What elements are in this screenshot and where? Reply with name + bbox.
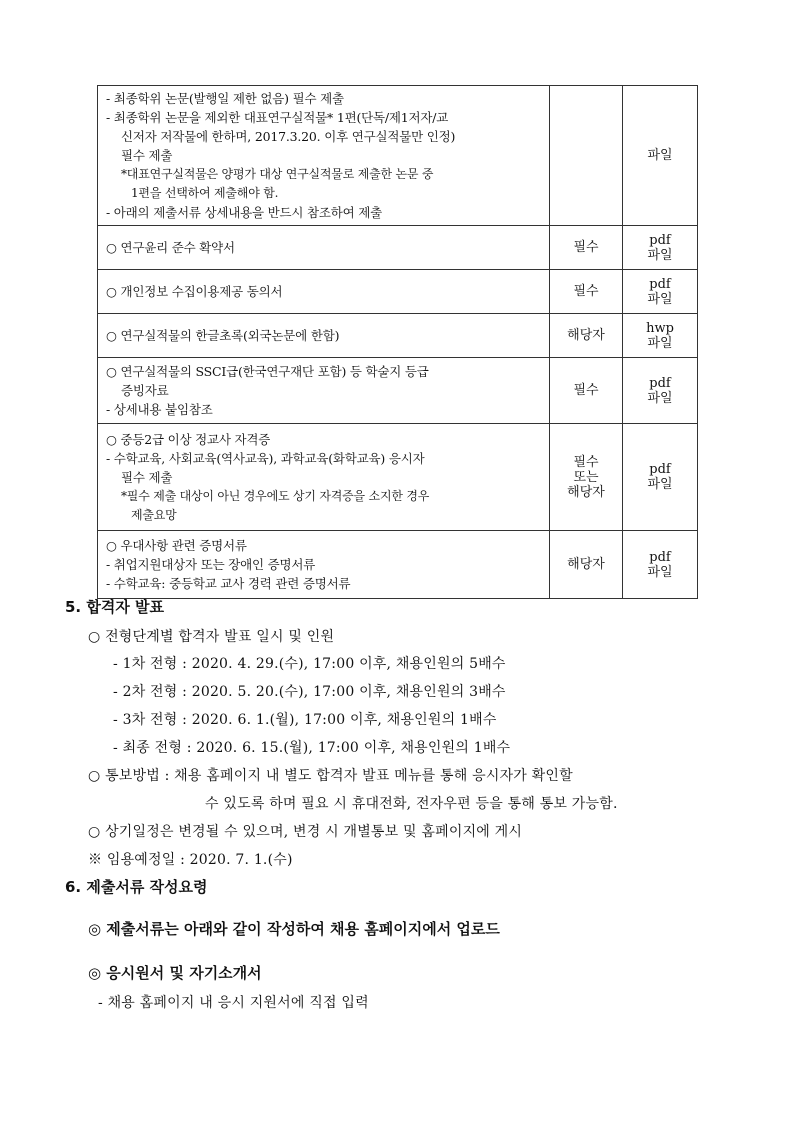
stage-line: - 최종 전형 : 2020. 6. 15.(월), 17:00 이후, 채용인원의 1배수 bbox=[113, 740, 511, 756]
desc-line: 1편을 선택하여 제출해야 함. bbox=[131, 186, 279, 200]
doc-required: 필수 bbox=[550, 226, 623, 270]
desc-line: - 수학교육, 사회교육(역사교육), 과학교육(화학교육) 응시자 bbox=[106, 450, 425, 466]
doc-required: 필수 bbox=[550, 358, 623, 424]
doc-format: pdf 파일 bbox=[623, 424, 698, 531]
doc-format: pdf 파일 bbox=[623, 358, 698, 424]
doc-required: 필수 또는 해당자 bbox=[550, 424, 623, 531]
doc-required: 해당자 bbox=[550, 531, 623, 599]
application-subheading: ◎ 응시원서 및 자기소개서 bbox=[88, 964, 262, 982]
desc-line: - 최종학위 논문을 제외한 대표연구실적물* 1편(단독/제1저자/교 bbox=[106, 110, 449, 125]
stage-line: - 1차 전형 : 2020. 4. 29.(수), 17:00 이후, 채용인원의 5배수 bbox=[113, 656, 506, 672]
desc-line: *필수 제출 대상이 아닌 경우에도 상기 자격증을 소지한 경우 bbox=[121, 488, 430, 503]
stage-line: - 3차 전형 : 2020. 6. 1.(월), 17:00 이후, 채용인원의 1배수 bbox=[113, 712, 497, 728]
table-row bbox=[98, 314, 698, 358]
doc-required bbox=[550, 86, 623, 226]
desc-line: - 상세내용 붙임참조 bbox=[106, 402, 213, 417]
stage-line: - 2차 전형 : 2020. 5. 20.(수), 17:00 이후, 채용인원의 3배수 bbox=[113, 684, 506, 700]
desc-line: - 취업지원대상자 또는 장애인 증명서류 bbox=[106, 557, 316, 572]
desc-line: *대표연구실적물은 양평가 대상 연구실적물로 제출한 논문 중 bbox=[121, 167, 434, 181]
doc-format: pdf 파일 bbox=[623, 270, 698, 314]
table-row bbox=[98, 424, 698, 531]
doc-format: pdf 파일 bbox=[623, 531, 698, 599]
table-row bbox=[98, 531, 698, 599]
doc-required: 해당자 bbox=[550, 314, 623, 358]
desc-line: ○ 중등2급 이상 정교사 자격증 bbox=[106, 431, 271, 447]
desc-line: 필수 제출 bbox=[121, 469, 173, 485]
doc-description bbox=[98, 226, 550, 270]
section-5-heading: 5. 합격자 발표 bbox=[65, 598, 165, 616]
desc-line: ○ 연구실적물의 SSCI급(한국연구재단 포함) 등 학술지 등급 bbox=[106, 364, 429, 379]
desc-line: - 수학교육: 중등학교 교사 경력 관련 증명서류 bbox=[106, 576, 351, 591]
desc-line: - 아래의 제출서류 상세내용을 반드시 참조하여 제출 bbox=[106, 205, 383, 220]
desc-line: 제출요망 bbox=[131, 507, 177, 522]
table-row bbox=[98, 270, 698, 314]
desc-line: ○ 우대사항 관련 증명서류 bbox=[106, 538, 247, 553]
desc-line: ○ 개인정보 수집이용제공 동의서 bbox=[106, 284, 283, 299]
notice-method-cont: 수 있도록 하며 필요 시 휴대전화, 전자우편 등을 통해 통보 가능함. bbox=[205, 796, 618, 812]
doc-format: 파일 bbox=[623, 86, 698, 226]
doc-description bbox=[98, 270, 550, 314]
schedule-title: ○ 전형단계별 합격자 발표 일시 및 인원 bbox=[88, 629, 335, 645]
doc-format: pdf 파일 bbox=[623, 226, 698, 270]
notice-method: ○ 통보방법 : 채용 홈페이지 내 별도 합격자 발표 메뉴를 통해 응시자가 확인할 bbox=[88, 768, 573, 784]
doc-description bbox=[98, 86, 550, 226]
desc-line: - 최종학위 논문(발행일 제한 없음) 필수 제출 bbox=[106, 91, 344, 106]
doc-description bbox=[98, 424, 550, 531]
table-row bbox=[98, 226, 698, 270]
schedule-change-note: ○ 상기일정은 변경될 수 있으며, 변경 시 개별통보 및 홈페이지에 게시 bbox=[88, 824, 523, 840]
desc-line: 증빙자료 bbox=[121, 383, 169, 398]
table-row bbox=[98, 86, 698, 226]
upload-instruction: ◎ 제출서류는 아래와 같이 작성하여 채용 홈페이지에서 업로드 bbox=[88, 920, 500, 938]
desc-line: ○ 연구실적물의 한글초록(외국논문에 한함) bbox=[106, 328, 340, 343]
doc-description bbox=[98, 531, 550, 599]
application-note: - 채용 홈페이지 내 응시 지원서에 직접 입력 bbox=[98, 995, 369, 1011]
doc-format: hwp 파일 bbox=[623, 314, 698, 358]
doc-description bbox=[98, 314, 550, 358]
appointment-date: ※ 임용예정일 : 2020. 7. 1.(수) bbox=[88, 852, 293, 868]
table-row bbox=[98, 358, 698, 424]
desc-line: 신저자 저작물에 한하며, 2017.3.20. 이후 연구실적물만 인정) bbox=[121, 129, 456, 144]
section-6-heading: 6. 제출서류 작성요령 bbox=[65, 878, 208, 896]
doc-required: 필수 bbox=[550, 270, 623, 314]
desc-line: 필수 제출 bbox=[121, 148, 173, 163]
documents-table bbox=[97, 85, 698, 599]
doc-description bbox=[98, 358, 550, 424]
desc-line: ○ 연구윤리 준수 확약서 bbox=[106, 240, 235, 255]
